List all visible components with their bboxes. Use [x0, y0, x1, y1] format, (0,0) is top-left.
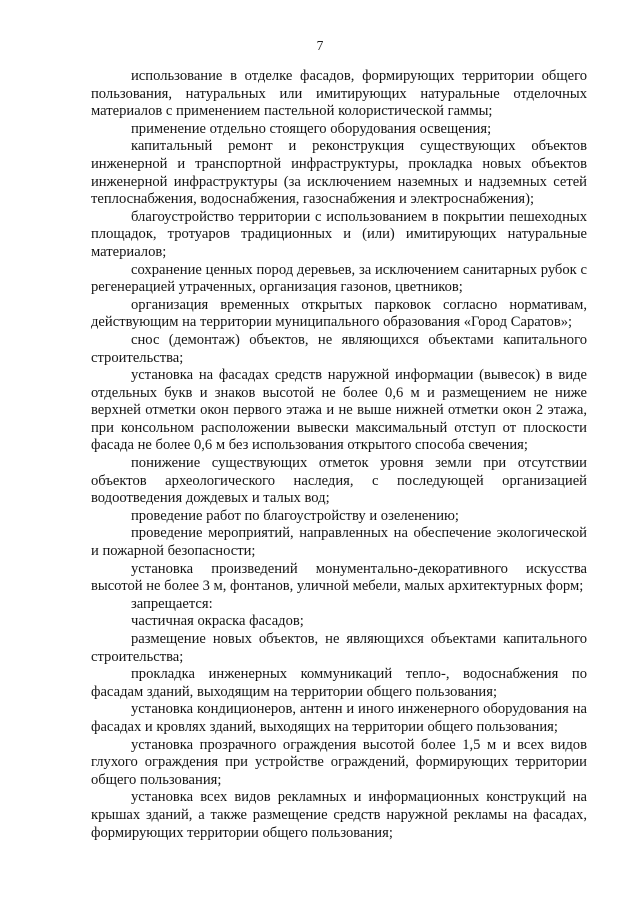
- paragraph: сохранение ценных пород деревьев, за исключением санитарных рубок с регенерацией утраченных, организация газонов, цветников;: [91, 261, 587, 296]
- paragraph: снос (демонтаж) объектов, не являющихся объектами капитального строительства;: [91, 331, 587, 366]
- paragraph: установка прозрачного ограждения высотой более 1,5 м и всех видов глухого ограждения при устройстве ограждений, формирующих территории общего пользования;: [91, 736, 587, 788]
- paragraph: частичная окраска фасадов;: [131, 613, 304, 630]
- paragraph: установка произведений монументально-декоративного искусства высотой не более 3 м, фонтанов, уличной мебели, малых архитектурных форм;: [91, 560, 587, 595]
- paragraph: установка кондиционеров, антенн и иного инженерного оборудования на фасадах и кровлях зданий, выходящих на территории общего пользования;: [91, 701, 587, 735]
- paragraph: проведение работ по благоустройству и озеленению;: [131, 507, 459, 524]
- paragraph: установка всех видов рекламных и информационных конструкций на крышах зданий, а также размещение средств наружной рекламы на фасадах, формирующих территории общего пользования;: [91, 789, 587, 841]
- paragraph: размещение новых объектов, не являющихся объектами капитального строительства;: [91, 631, 587, 665]
- body-text: [91, 68, 587, 842]
- paragraph: применение отдельно стоящего оборудования освещения;: [131, 120, 492, 137]
- paragraph: проведение мероприятий, направленных на обеспечение экологической и пожарной безопасности;: [91, 525, 587, 560]
- paragraph: понижение существующих отметок уровня земли при отсутствии объектов археологического наследия, с последующей организацией водоотведения дождевых и талых вод;: [91, 455, 587, 507]
- paragraph: организация временных открытых парковок согласно нормативам, действующим на территории муниципального образования «Город Саратов»;: [91, 296, 587, 331]
- paragraph: установка на фасадах средств наружной информации (вывесок) в виде отдельных букв и знаков высотой не более 0,6 м и размещением не ниже верхней отметки окон первого этажа и не выше нижней отметки окон 2 этажа, при консольном расположении вывески максимальный отступ от плоскости фасада не более 0,6 м без использования открытого способа свечения;: [91, 367, 587, 454]
- paragraph: капитальный ремонт и реконструкция существующих объектов инженерной и транспортной инфраструктуры, прокладка новых объектов инженерной инфраструктуры (за исключением наземных и надземных сетей теплоснабжения, водоснабжения, газоснабжения и электроснабжения);: [91, 138, 587, 208]
- page-number: 7: [316, 38, 324, 53]
- paragraph: использование в отделке фасадов, формирующих территории общего пользования, натуральных или имитирующих натуральные отделочных материалов с применением пастельной колористической гаммы;: [91, 68, 587, 120]
- paragraph-heading-prohibited: запрещается:: [131, 595, 213, 612]
- paragraph: прокладка инженерных коммуникаций тепло-, водоснабжения по фасадам зданий, выходящим на территории общего пользования;: [91, 666, 587, 700]
- paragraph: благоустройство территории с использованием в покрытии пешеходных площадок, тротуаров традиционных и (или) имитирующих натуральные материалов;: [91, 208, 587, 260]
